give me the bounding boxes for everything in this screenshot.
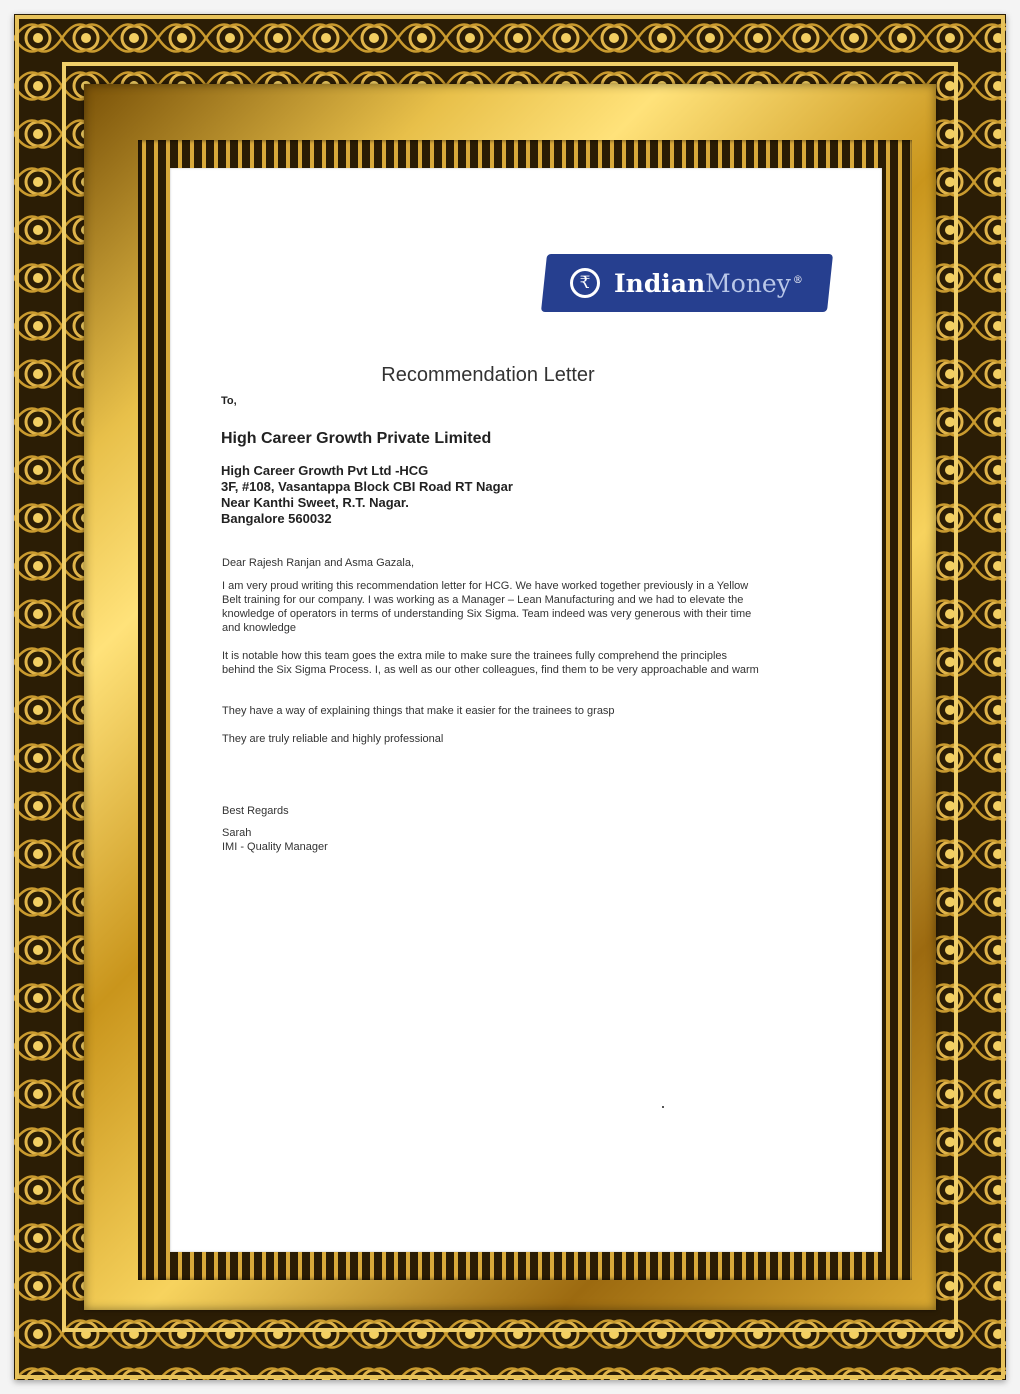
signer-name: Sarah (222, 827, 252, 839)
letter-paper (170, 168, 882, 1252)
rupee-icon: ₹ (570, 268, 600, 298)
registered-mark: ® (792, 274, 803, 286)
address-line: Bangalore 560032 (221, 511, 332, 526)
to-label: To, (221, 395, 237, 407)
signer-title: IMI - Quality Manager (222, 841, 328, 853)
address-line: High Career Growth Pvt Ltd -HCG (221, 463, 429, 478)
address-line: 3F, #108, Vasantappa Block CBI Road RT Nagar (221, 479, 513, 494)
greeting: Dear Rajesh Ranjan and Asma Gazala, (222, 557, 414, 569)
logo-word-money: Money (705, 268, 791, 298)
picture-frame (14, 14, 1006, 1380)
paragraph-4: They are truly reliable and highly professional (222, 733, 444, 745)
logo-word-indian: Indian (614, 268, 706, 298)
address-line: Near Kanthi Sweet, R.T. Nagar. (221, 495, 409, 510)
letter-title: Recommendation Letter (381, 364, 595, 386)
paragraph-1: I am very proud writing this recommendation letter for HCG. We have worked together previously in a Yellow Belt training for our company. I was working as a Manager – Lean Manufacturing and we had to elevate the knowledge of operators in terms of understanding Six Sigma. Team indeed was very generous with their time and knowledge (222, 580, 752, 634)
stray-dot (662, 1106, 664, 1108)
recipient-address (221, 463, 513, 527)
indianmoney-logo (541, 254, 833, 312)
closing: Best Regards (222, 805, 289, 817)
paragraph-2: It is notable how this team goes the extra mile to make sure the trainees fully comprehend the principles behind the Six Sigma Process. I, as well as our other colleagues, find them to be very approachable and warm (222, 650, 759, 676)
paragraph-3: They have a way of explaining things that make it easier for the trainees to grasp (222, 705, 615, 717)
recipient-company: High Career Growth Private Limited (221, 430, 492, 447)
logo-wordmark (614, 269, 803, 298)
